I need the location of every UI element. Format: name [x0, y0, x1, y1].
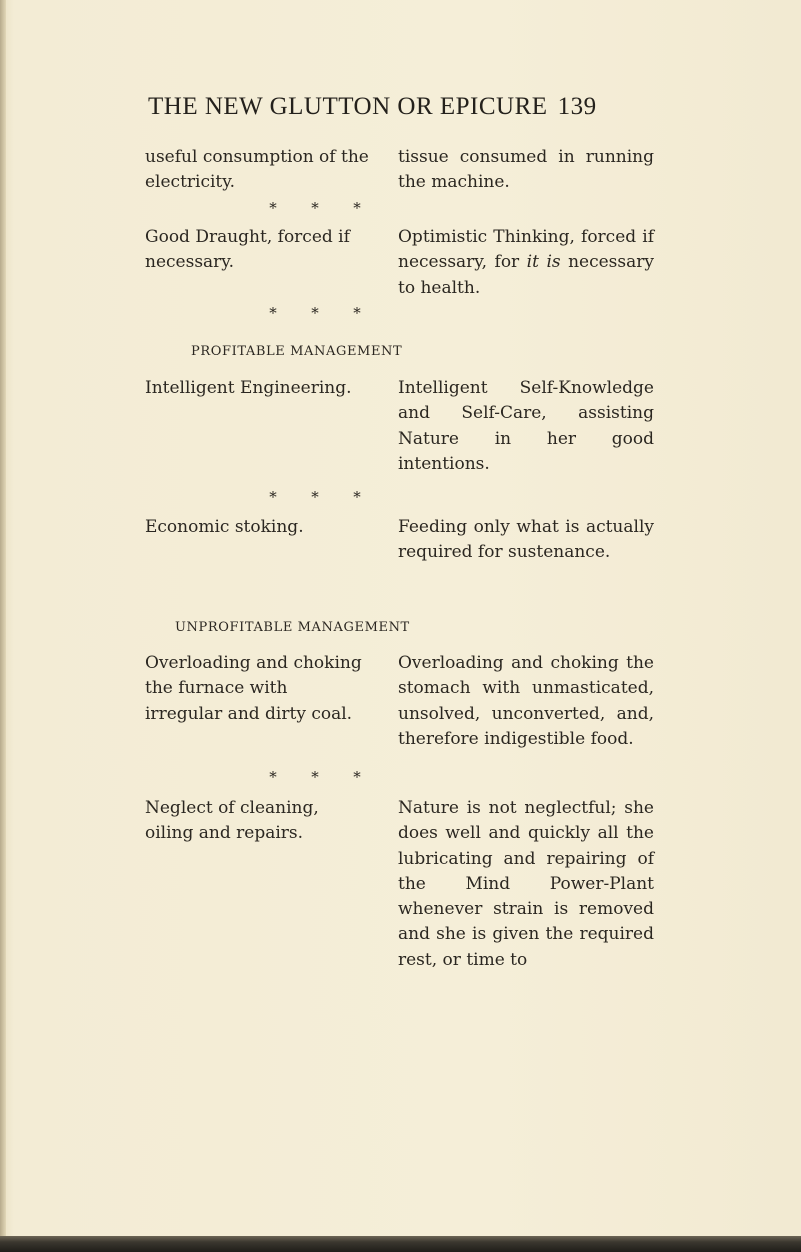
- block2-right-part-a: Optimistic Thinking, forced if necessary, for: [398, 227, 654, 273]
- profitable-row1-right: Intelligent Self-Knowledge and Self-Care, assisting Nature in her good intentions.: [398, 378, 654, 474]
- heading-profitable-management: PROFITABLE MANAGEMENT: [191, 344, 403, 359]
- page-bottom-edge: [0, 1236, 801, 1252]
- separator-stars-4: * * *: [269, 768, 361, 786]
- unprofitable-row1-right: Overloading and choking the stomach with unmasticated, unsolved, unconverted, and, therefore indigestible food.: [398, 653, 654, 749]
- block1-right-text: tissue consumed in running the machine.: [398, 147, 654, 193]
- profitable-row1-left: Intelligent Engineering.: [145, 378, 352, 398]
- unprofitable-row2-right: Nature is not neglectful; she does well and quickly all the lubricating and repairing of the Mind Power-Plant whenever strain is removed and she is given the required rest, or time to: [398, 798, 654, 970]
- block2-left-text: Good Draught, forced if necessary.: [145, 227, 350, 273]
- profitable-row2-right: Feeding only what is actually required for sustenance.: [398, 517, 654, 563]
- separator-stars-2: * * *: [269, 304, 361, 322]
- unprofitable-row2-left: Neglect of cleaning, oiling and repairs.: [145, 798, 319, 844]
- block2-right-text: [398, 225, 654, 301]
- profitable-row2-left: Economic stoking.: [145, 517, 304, 537]
- block1-left-text: useful consumption of the electricity.: [145, 147, 369, 193]
- page-gutter: [0, 0, 6, 1252]
- unprofitable-row1-left: Overloading and choking the furnace with irregular and dirty coal.: [145, 653, 362, 724]
- separator-stars-1: * * *: [269, 199, 361, 217]
- page-number: 139: [557, 93, 597, 120]
- running-head: [148, 93, 597, 121]
- block2-right-emph-is: is: [546, 252, 561, 273]
- separator-stars-3: * * *: [269, 488, 361, 506]
- heading-unprofitable-management: UNPROFITABLE MANAGEMENT: [175, 620, 410, 635]
- running-head-title: THE NEW GLUTTON OR EPICURE: [148, 93, 548, 120]
- block2-right-emph-it: it: [526, 252, 539, 273]
- block2-right-part-b: necessary to health.: [398, 252, 654, 298]
